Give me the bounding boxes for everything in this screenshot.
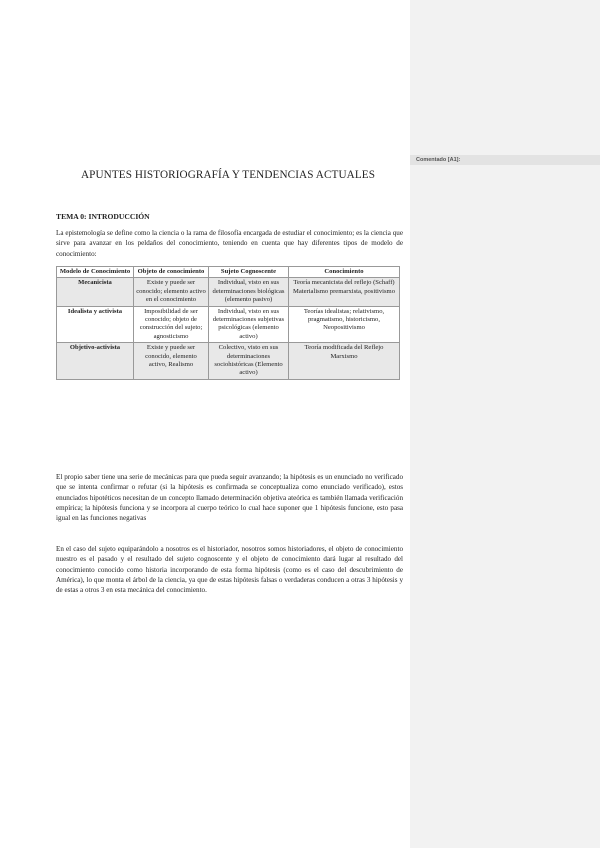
table-cell: Individual, visto en sus determinaciones biológicas (elemento pasivo) [209, 278, 289, 306]
table-cell: Colectivo, visto en sus determinaciones sociohistóricas (Elemento activo) [209, 343, 289, 380]
comment-bar[interactable] [410, 155, 600, 165]
table-cell: Teoría mecanicista del reflejo (Schaff) Materialismo premarxista, positivismo [289, 278, 400, 306]
body-paragraph: En el caso del sujeto equiparándolo a nosotros es el historiador, nosotros somos historiadores, el objeto de conocimiento nuestro es el pasado y el resultado del sujeto cognoscente y el objeto de conocimiento dará lugar al resultado del conocimiento conocido como historia incorporando de esta forma hipótesis (como es el caso del descubrimiento de América), lo que monta el árbol de la ciencia, ya que de estas hipótesis falsas o verdaderas conducen a otras 3 hipótesis y de estas a otros 3 en esta mecánica del conocimiento. [56, 545, 403, 595]
comment-label: Comentado [A1]: [416, 157, 461, 163]
table-cell: Teoría modificada del Reflejo Marxismo [289, 343, 400, 380]
table-header-cell: Sujeto Cognoscente [209, 267, 289, 278]
table-row [57, 278, 400, 306]
table-cell: Objetivo-activista [57, 343, 134, 380]
table-header-cell: Conocimiento [289, 267, 400, 278]
document-title: APUNTES HISTORIOGRAFÍA Y TENDENCIAS ACTUALES [80, 169, 376, 181]
table-cell: Idealista y activista [57, 306, 134, 343]
comment-pane [410, 0, 600, 848]
body-paragraph: El propio saber tiene una serie de mecánicas para que pueda seguir avanzando; la hipótesis es un enunciado no verificado que se intenta confirmar o refutar (si la hipótesis es confirmada se conceptualiza como enunciado verificado), estos enunciados hipotéticos necesitan de un concepto llamado determinación objetiva ateórica es también llamada verificación empírica; la hipótesis funciona y se incorpora al cuerpo teórico lo cual hace suponer que 1 hipótesis funcione, esto pasa igual en las funciones negativas [56, 473, 403, 523]
table-cell: Imposibilidad de ser conocido; objeto de construcción del sujeto; agnosticismo [134, 306, 209, 343]
table-header-cell: Objeto de conocimiento [134, 267, 209, 278]
table-cell: Existe y puede ser conocido, elemento activo, Realismo [134, 343, 209, 380]
knowledge-models-table [56, 266, 400, 380]
table-cell: Existe y puede ser conocido; elemento activo en el conocimiento [134, 278, 209, 306]
table-cell: Teorías idealistas; relativismo, pragmatismo, historicismo, Neopositivismo [289, 306, 400, 343]
table-row [57, 343, 400, 380]
section-heading: TEMA 0: INTRODUCCIÓN [56, 212, 150, 221]
table-cell: Mecanicista [57, 278, 134, 306]
table-header-cell: Modelo de Conocimiento [57, 267, 134, 278]
table-cell: Individual, visto en sus determinaciones subjetivas psicológicas (elemento activo) [209, 306, 289, 343]
intro-paragraph: La epistemología se define como la ciencia o la rama de filosofía encargada de estudiar el conocimiento; es la ciencia que sirve para avanzar en los peldaños del conocimiento, teniendo en cuenta que hay diferentes tipos de modelo de conocimiento: [56, 229, 403, 258]
table-row [57, 306, 400, 343]
table-header-row [57, 267, 400, 278]
